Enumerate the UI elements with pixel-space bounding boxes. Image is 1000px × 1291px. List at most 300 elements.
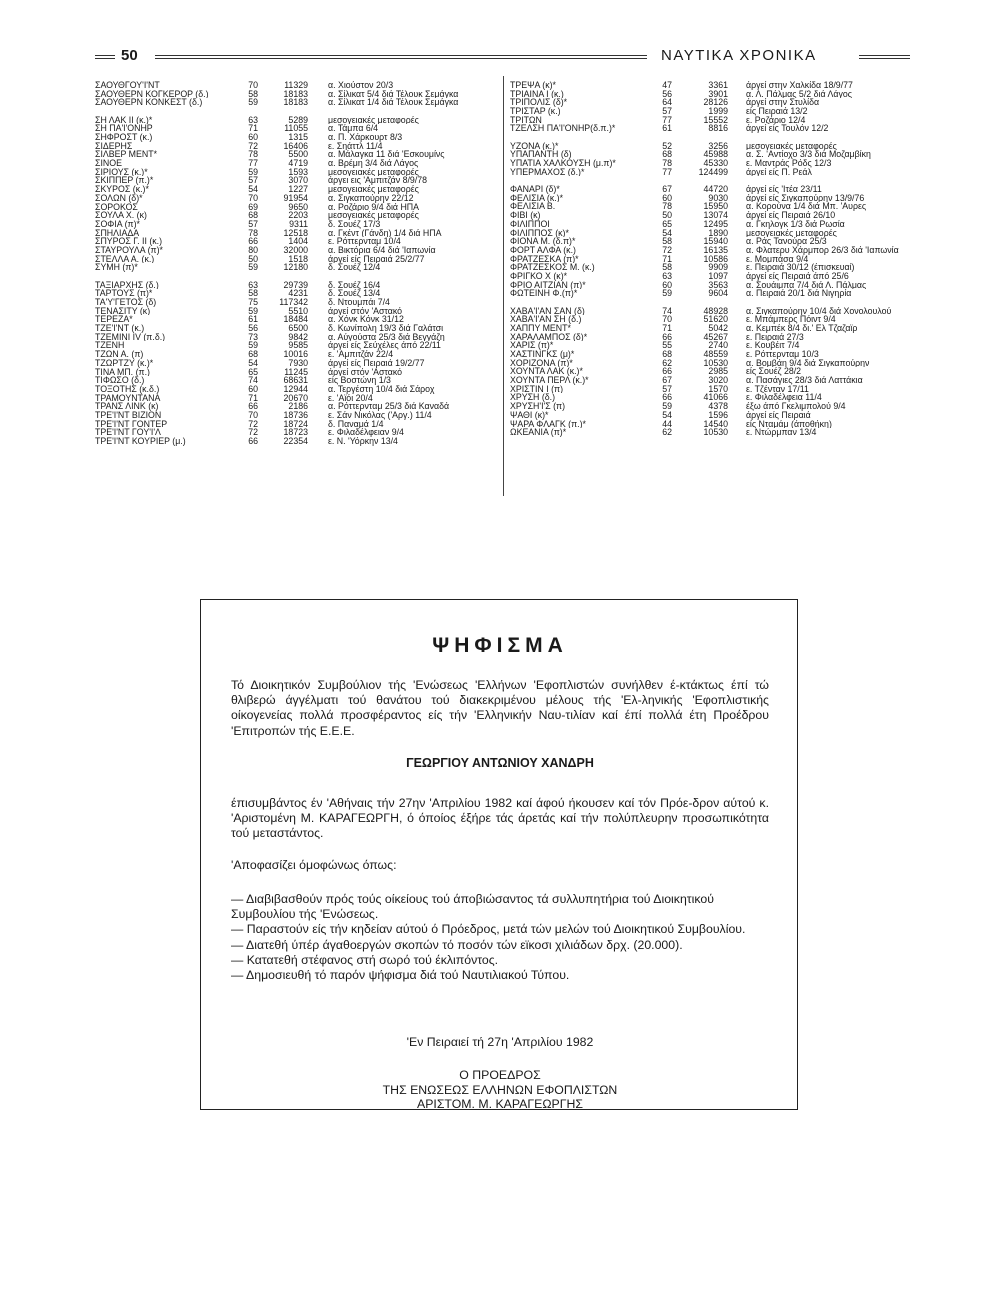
ship-name: ΤΖΩΝ Α. (π) — [95, 350, 144, 359]
ship-name: ΤΖΕ'Ι'ΝΤ (κ.) — [95, 324, 145, 333]
ship-row — [95, 289, 498, 298]
ship-status: ε. Μπάμπερς Πόιντ 9/4 — [746, 315, 836, 324]
ship-year: 66 — [662, 393, 672, 403]
ship-name: ΤΡΕ'Ι'ΝΤ ΒΙΖΙΟΝ — [95, 410, 162, 420]
ship-row — [95, 333, 498, 342]
ship-status: άργεί είς Σεύχέλες άπό 22/11 — [328, 341, 441, 351]
ship-row — [95, 341, 498, 350]
ship-tonnage: 18484 — [283, 315, 308, 325]
resolution-paragraph: έπισυμβάντος έν 'Αθήναις τήν 27ην 'Απριλίου 1982 καί άφού ήκουσεν καί τόν Πρόε-δρον αύτού κ. 'Αριστομένη Μ. ΚΑΡΑΓΕΩΡΓΗ, ό όποίος έξήρε τάς άρετάς καί τήν πολύπλευρην προσωπικότητα τού μεταστάντος. — [231, 796, 769, 841]
header-rule-middle — [155, 55, 647, 59]
ship-status: α. Σίλικατ 5/4 διά Τέλουκ Σεμάγκα — [328, 89, 459, 99]
ship-tonnage: 10530 — [703, 358, 728, 368]
ship-list-left — [95, 81, 498, 454]
header-rule-left — [95, 55, 115, 59]
ship-name: ΣΗΦΡΟΣΤ (κ.) — [95, 133, 153, 142]
ship-name: ΦΡΑΤΖΕΣΚΑ (π)* — [510, 254, 579, 264]
ship-year: 56 — [662, 89, 672, 99]
ship-name: ΤΑΡΤΟΥΣ (π)* — [95, 289, 153, 298]
ship-status: δ. Ντουμπάι 7/4 — [328, 298, 390, 307]
ship-year: 55 — [662, 341, 672, 351]
ship-status: α. Ράς Τανούρα 25/3 — [746, 237, 827, 246]
ship-tonnage: 44720 — [703, 185, 728, 194]
ship-year: 54 — [248, 185, 258, 194]
ship-tonnage: 48559 — [703, 350, 728, 359]
ship-row — [95, 255, 498, 264]
ship-row — [510, 411, 915, 420]
ship-year: 59 — [248, 263, 258, 273]
ship-status: ε. Ρόττερνταμ 10/3 — [746, 350, 819, 359]
ship-name: ΣΑΟΥΘΕΡΝ ΚΟΓΚΕΡΟΡ (δ.) — [95, 89, 209, 99]
ship-row — [510, 376, 915, 385]
ship-tonnage: 13074 — [703, 211, 728, 220]
ship-name: ΤΙΦΩΣΟ (δ.) — [95, 376, 145, 385]
ship-tonnage: 18724 — [283, 419, 308, 429]
ship-tonnage: 68631 — [283, 376, 308, 385]
ship-status: α. Γκηλογκ 1/3 διά Ρωσία — [746, 219, 845, 229]
ship-tonnage: 18183 — [283, 98, 308, 108]
ship-status: ε. Μαντράς Ρόδς 12/3 — [746, 159, 832, 168]
ship-year: 71 — [662, 254, 672, 264]
ship-name: ΣΟΡΟΚΟΣ — [95, 202, 138, 212]
ship-tonnage: 1570 — [708, 384, 728, 394]
ship-row — [95, 263, 498, 272]
ship-name: ΣΗ ΠΑ'Ι'ΟΝΗΡ — [95, 124, 153, 134]
ship-row — [95, 246, 498, 255]
ship-name: ΤΡΕΨΑ (κ)* — [510, 81, 556, 90]
ship-name: ΤΡΑΝΣ ΛΙΝΚ (κ) — [95, 402, 159, 411]
ship-status: α. Βομβάη 9/4 διά Σιγκαπούρην — [746, 358, 870, 368]
ship-tonnage: 45267 — [703, 332, 728, 342]
ship-tonnage: 3070 — [288, 176, 308, 186]
ship-year: 61 — [248, 315, 258, 325]
ship-row — [510, 385, 915, 394]
ship-row — [510, 350, 915, 359]
ship-year: 67 — [662, 185, 672, 194]
ship-row — [95, 359, 498, 368]
ship-tonnage: 124499 — [698, 167, 728, 177]
ship-status: ε. 'Αμπιτζάν 22/4 — [328, 350, 394, 359]
ship-name: ΤΡΕ'Ι'ΝΤ ΓΟΝΤΕΡ — [95, 419, 168, 429]
ship-group — [510, 307, 915, 437]
ship-tonnage: 41066 — [703, 393, 728, 403]
ship-name: ΦΡΙΟ ΑΙΤΖΙΑΝ (π)* — [510, 280, 586, 290]
ship-row — [510, 98, 915, 107]
ship-year: 57 — [248, 219, 258, 229]
ship-year: 71 — [662, 323, 672, 333]
ship-name: ΦΩΤΕΙΝΗ Φ.(π)* — [510, 289, 578, 298]
ship-name: ΧΡΙΣΤΙΝ Ι (π) — [510, 384, 564, 394]
ship-row — [510, 428, 915, 437]
ship-tonnage: 117342 — [279, 298, 308, 307]
ship-name: ΤΖΕΜΙΝΙ IV (π.δ.) — [95, 332, 166, 342]
ship-status: α. Ροζάριο 9/4 διά ΗΠΑ — [328, 202, 420, 212]
ship-year: 74 — [662, 306, 672, 316]
ship-status: άργεί είς Πειραιά 26/10 — [746, 211, 836, 220]
ship-tonnage: 16406 — [283, 141, 308, 151]
ship-tonnage: 28126 — [703, 98, 728, 108]
ship-name: ΥΠΑΤΙΑ ΧΑΛΚΟΥΣΗ (μ.π)* — [510, 159, 616, 168]
ship-status: άργεί είς Πειραιά 25/2/77 — [328, 254, 425, 264]
ship-year: 72 — [662, 245, 672, 255]
ship-group — [95, 81, 498, 107]
ship-name: ΣΗ ΛΑΚ ΙΙ (κ.)* — [95, 115, 153, 125]
ship-tonnage: 12518 — [283, 228, 308, 238]
ship-row — [510, 211, 915, 220]
ship-tonnage: 1890 — [708, 228, 728, 238]
ship-row — [510, 402, 915, 411]
ship-status: είς Σουέζ 28/2 — [746, 367, 802, 377]
ship-name: ΦΙΟΝΑ Μ. (δ.π)* — [510, 237, 576, 246]
signature-block — [231, 1068, 769, 1112]
ship-row — [95, 437, 498, 446]
ship-row — [95, 220, 498, 229]
ship-year: 59 — [248, 306, 258, 316]
ship-group — [95, 281, 498, 446]
ship-name: ΤΑΞΙΑΡΧΗΣ (δ.) — [95, 280, 159, 290]
ship-name: ΧΑΡΑΛΑΜΠΟΣ (δ)* — [510, 332, 588, 342]
ship-row — [95, 168, 498, 177]
ship-year: 74 — [248, 376, 258, 385]
page-header — [95, 44, 910, 68]
ship-tonnage: 5289 — [288, 115, 308, 125]
ship-row — [510, 289, 915, 298]
ship-tonnage: 10530 — [703, 428, 728, 437]
ship-status: έξω άπό Γκελιμπολού 9/4 — [746, 402, 846, 411]
ship-row — [95, 315, 498, 324]
ship-tonnage: 45330 — [703, 159, 728, 168]
ship-status: α. Γκέντ (Γάνδη) 1/4 διά ΗΠΑ — [328, 228, 442, 238]
ship-status: ε. Κουβέιτ 7/4 — [746, 341, 800, 351]
ship-tonnage: 20670 — [283, 393, 308, 403]
ship-name: ΣΥΜΗ (π)* — [95, 263, 138, 273]
ship-year: 77 — [662, 115, 672, 125]
ship-tonnage: 1404 — [288, 237, 308, 246]
ship-year: 80 — [248, 245, 258, 255]
ship-tonnage: 11245 — [284, 367, 308, 377]
ship-tonnage: 5500 — [288, 150, 308, 160]
ship-year: 60 — [662, 280, 672, 290]
ship-status: άργεί είς Πειραιά 19/2/77 — [328, 358, 425, 368]
ship-status: α. Βικτόρια 6/4 διά 'Ιαπωνία — [328, 245, 436, 255]
ship-status: μεσογειακές μεταφορές — [328, 167, 419, 177]
resolution-title: ΨΗΦΙΣΜΑ — [432, 634, 568, 657]
ship-row — [95, 368, 498, 377]
resolution-box — [200, 599, 798, 1110]
ship-status: άργεί είς Πειραιά άπό 25/6 — [746, 271, 849, 281]
ship-year: 78 — [248, 150, 258, 160]
journal-title: ΝΑΥΤΙΚΑ ΧΡΟΝΙΚΑ — [661, 47, 817, 64]
ship-row — [510, 194, 915, 203]
ship-row — [95, 376, 498, 385]
ship-row — [510, 263, 915, 272]
ship-tonnage: 3901 — [708, 89, 728, 99]
ship-row — [510, 90, 915, 99]
ship-status: α. Σουάιμπα 7/4 διά Λ. Πάλμας — [746, 280, 867, 290]
ship-row — [95, 142, 498, 151]
ship-name: ΧΡΥΣΗ (δ.) — [510, 393, 556, 403]
ship-tonnage: 12944 — [283, 384, 308, 394]
ship-year: 62 — [662, 358, 672, 368]
ship-tonnage: 11055 — [284, 124, 308, 134]
ship-tonnage: 15950 — [703, 202, 728, 212]
ship-status: ε. Φιλαδέλφεια 11/4 — [746, 393, 822, 403]
ship-row — [510, 168, 915, 177]
ship-row — [510, 272, 915, 281]
ship-row — [510, 420, 915, 429]
ship-row — [95, 159, 498, 168]
ship-status: ε. Πειραιά 30/12 (έπισκευαί) — [746, 263, 855, 272]
ship-row — [95, 98, 498, 107]
ship-year: 69 — [248, 202, 258, 212]
ship-year: 62 — [662, 428, 672, 437]
ship-tonnage: 1097 — [708, 271, 728, 281]
ship-tonnage: 15552 — [703, 115, 728, 125]
ship-name: ΤΙΝΑ ΜΠ. (π.) — [95, 367, 150, 377]
ship-row — [95, 116, 498, 125]
ship-tonnage: 2985 — [708, 367, 728, 377]
ship-status: α. Ρόττερνταμ 25/3 διά Καναδά — [328, 402, 450, 411]
ship-row — [95, 420, 498, 429]
ship-status: μεσογειακές μεταφορές — [328, 115, 419, 125]
ship-name: ΣΑΟΥΘΕΡΝ ΚΟΝΚΕΣΤ (δ.) — [95, 98, 203, 108]
ship-year: 65 — [662, 219, 672, 229]
ship-status: α. Π. Χάρκουρτ 8/3 — [328, 133, 403, 142]
ship-row — [95, 394, 498, 403]
ship-tonnage: 7930 — [288, 358, 308, 368]
ship-tonnage: 1227 — [288, 185, 308, 194]
ship-status: μεσογειακές μεταφορές — [746, 141, 837, 151]
ship-year: 77 — [662, 167, 672, 177]
ship-row — [510, 220, 915, 229]
ship-name: ΦΑΝΑΡΙ (δ)* — [510, 185, 560, 194]
ship-status: α. Κεμπέκ 8/4 δι.' Ελ Τζαζαϊρ — [746, 323, 858, 333]
ship-row — [510, 124, 915, 133]
ship-status: ε. Ροζάριο 12/4 — [746, 115, 806, 125]
ship-name: ΤΡΕ'Ι'ΝΤ ΚΟΥΡΙΕΡ (μ.) — [95, 437, 186, 446]
ship-year: 66 — [248, 437, 258, 446]
ship-row — [510, 367, 915, 376]
ship-list-right — [510, 81, 915, 446]
ship-status: α. Χιούστον 20/3 — [328, 81, 394, 90]
ship-name: ΧΟΥΝΤΑ ΛΑΚ (κ.)* — [510, 367, 583, 377]
signature-line: Ο ΠΡΟΕΔΡΟΣ — [459, 1068, 541, 1082]
ship-status: είς Βοστώνη 1/3 — [328, 376, 391, 385]
ship-name: ΥΠΑΠΑΝΤΗ (δ) — [510, 150, 572, 160]
ship-year: 66 — [662, 332, 672, 342]
ship-name: ΤΕΝΑΣΙΤΥ (κ) — [95, 306, 151, 316]
ship-row — [510, 142, 915, 151]
resolution-intro: Τό Διοικητικόν Συμβούλιον τής 'Ενώσεως 'Ελλήνων 'Εφοπλιστών συνήλθεν έ-κτάκτως έπί τώ θλιβερώ άγγέλματι τού θανάτου τού διακεκριμένου μέλους τής 'Ελ-ληνικής 'Εφοπλιστικής οίκογενείας πολλά προσφέραντος είς τήν 'Ελληνικήν Ναυ-τιλίαν καί έπί πολλά έτη Προέδρου 'Επιτροπών τής Ε.Ε.Ε. — [231, 678, 769, 738]
column-divider — [503, 76, 504, 496]
ship-name: ΧΑΣΤΙΝΓΚΣ (μ)* — [510, 350, 575, 359]
ship-tonnage: 3020 — [708, 376, 728, 385]
ship-row — [95, 402, 498, 411]
ship-tonnage: 48928 — [703, 306, 728, 316]
ship-year: 61 — [662, 124, 672, 134]
ship-year: 77 — [248, 159, 258, 168]
ship-tonnage: 2203 — [288, 211, 308, 220]
ship-status: α. Βρέμη 3/4 διά Λάγος — [328, 159, 419, 168]
ship-status: ε. Πειραιά 27/3 — [746, 332, 804, 342]
ship-year: 68 — [248, 211, 258, 220]
ship-row — [95, 307, 498, 316]
ship-row — [95, 150, 498, 159]
ship-group — [95, 116, 498, 272]
ship-name: ΣΤΑΥΡΟΥΛΑ (π)* — [95, 245, 163, 255]
ship-tonnage: 32000 — [283, 245, 308, 255]
ship-year: 68 — [662, 150, 672, 160]
ship-year: 71 — [248, 124, 258, 134]
ship-tonnage: 10016 — [283, 350, 308, 359]
ship-tonnage: 9604 — [708, 289, 728, 298]
ship-name: ΣΠΗΛΙΑΔΑ — [95, 228, 140, 238]
ship-status: είς Πειραιά 13/2 — [746, 107, 808, 116]
ship-year: 75 — [248, 298, 258, 307]
ship-row — [510, 202, 915, 211]
deceased-name: ΓΕΩΡΓΙΟΥ ΑΝΤΩΝΙΟΥ ΧΑΝΔΡΗ — [406, 756, 594, 770]
ship-status: άργεί είς Τουλόν 12/2 — [746, 124, 829, 134]
ship-status: ε. Σάν Νικόλας ('Αργ.) 11/4 — [328, 410, 432, 420]
ship-group — [510, 185, 915, 298]
ship-name: ΣΙΛΒΕΡ ΜΕΝΤ* — [95, 150, 157, 160]
ship-year: 68 — [662, 350, 672, 359]
ship-name: ΤΡΙΠΟΛΙΣ (δ)* — [510, 98, 568, 108]
ship-status: α. Κορούνα 1/4 διά Μπ. 'Αυρες — [746, 202, 867, 212]
ship-row — [95, 211, 498, 220]
ship-name: ΤΡΙΤΩΝ — [510, 115, 542, 125]
ship-tonnage: 91954 — [283, 193, 308, 203]
ship-name: ΨΑΘΙ (κ)* — [510, 410, 549, 420]
ship-year: 66 — [662, 367, 672, 377]
ship-tonnage: 6500 — [288, 324, 308, 333]
ship-tonnage: 16135 — [703, 245, 728, 255]
ship-name: ΣΚΙΠΠΕΡ (π.)* — [95, 176, 154, 186]
signature-line: ΤΗΣ ΕΝΩΣΕΩΣ ΕΛΛΗΝΩΝ ΕΦΟΠΛΙΣΤΩΝ — [382, 1082, 618, 1097]
ship-row — [510, 81, 915, 90]
ship-name: ΤΖΕΛΣΗ ΠΑ'Ι'ΟΝΗΡ(δ.π.)* — [510, 124, 616, 134]
ship-year: 73 — [248, 332, 258, 342]
ship-row — [510, 281, 915, 290]
ship-name: ΤΡΕ'Ι'ΝΤ ΓΟΥ'Ι'Λ — [95, 428, 161, 437]
ship-year: 60 — [248, 384, 258, 394]
ship-status: ε. Μομπάσα 9/4 — [746, 254, 809, 264]
ship-row — [510, 246, 915, 255]
place-date: 'Εν Πειραιεί τή 27η 'Απριλίου 1982 — [406, 1035, 594, 1049]
ship-name: ΣΟΦΙΑ (π)* — [95, 219, 140, 229]
ship-year: 63 — [662, 271, 672, 281]
ship-name: ΣΚΥΡΟΣ (κ.)* — [95, 185, 149, 194]
ship-status: άργεί στόν 'Αστακό — [328, 306, 403, 316]
resolution-item: — Διατεθή ύπέρ άγαθοεργών σκοπών τό ποσόν τών εϊκοσι χιλιάδων δρχ. (20.000). — [231, 937, 683, 952]
ship-tonnage: 9030 — [708, 193, 728, 203]
ship-name: ΣΑΟΥΘΓΟΥ'Ι'ΝΤ — [95, 81, 160, 90]
ship-year: 58 — [662, 237, 672, 246]
page-number: 50 — [121, 47, 138, 64]
ship-year: 57 — [248, 176, 258, 186]
ship-year: 59 — [248, 98, 258, 108]
ship-year: 60 — [662, 193, 672, 203]
ship-year: 63 — [248, 115, 258, 125]
ship-tonnage: 4378 — [708, 402, 728, 411]
ship-year: 50 — [248, 254, 258, 264]
ship-row — [510, 359, 915, 368]
ship-name: ΦΙΛΙΠΠΟΙ — [510, 219, 550, 229]
ship-row — [510, 333, 915, 342]
ship-tonnage: 18183 — [283, 89, 308, 99]
ship-name: ΣΟΥΛΑ Χ. (κ) — [95, 211, 147, 220]
ship-status: ε. Σηάττλ 11/4 — [328, 141, 383, 151]
ship-year: 54 — [248, 358, 258, 368]
ship-name: ΤΑ'Υ'ΓΕΤΟΣ (δ) — [95, 298, 157, 307]
ship-year: 64 — [662, 98, 672, 108]
header-rule-right — [859, 55, 910, 59]
ship-tonnage: 22354 — [283, 437, 308, 446]
ship-tonnage: 5510 — [288, 306, 308, 316]
ship-row — [510, 315, 915, 324]
ship-status: άργεί στόν 'Αστακό — [328, 367, 403, 377]
ship-tonnage: 2186 — [288, 402, 308, 411]
ship-year: 57 — [662, 384, 672, 394]
ship-year: 59 — [248, 341, 258, 351]
ship-status: μεσογειακές μεταφορές — [328, 185, 419, 194]
ship-status: άργεί είς Πειραιά — [746, 410, 811, 420]
ship-year: 60 — [248, 133, 258, 142]
ship-name: ΦΙΒΙ (κ) — [510, 211, 541, 220]
ship-year: 58 — [662, 263, 672, 272]
ship-name: ΦΟΡΤ ΑΛΦΑ (κ.) — [510, 245, 576, 255]
ship-status: δ. Σουέζ 12/4 — [328, 263, 381, 273]
ship-row — [510, 116, 915, 125]
ship-year: 59 — [248, 167, 258, 177]
ship-group — [510, 81, 915, 133]
ship-status: α. Σίλικατ 1/4 διά Τέλουκ Σεμάγκα — [328, 98, 459, 108]
ship-status: δ. Σουέζ 16/4 — [328, 280, 381, 290]
ship-tonnage: 4231 — [288, 289, 308, 298]
ship-row — [510, 185, 915, 194]
ship-row — [95, 350, 498, 359]
ship-name: ΧΑΡΙΣ (π)* — [510, 341, 554, 351]
ship-name: ΧΟΥΝΤΑ ΠΕΡΛ (κ.)* — [510, 376, 589, 385]
ship-tonnage: 8816 — [708, 124, 728, 134]
ship-row — [95, 411, 498, 420]
ship-status: άργεί είς 'Ιτέα 23/11 — [746, 185, 822, 194]
ship-year: 59 — [662, 402, 672, 411]
ship-row — [510, 107, 915, 116]
ship-name: ΣΤΕΛΛΑ Α. (κ.) — [95, 254, 155, 264]
ship-year: 57 — [662, 107, 672, 116]
ship-name: ΤΖΩΡΤΖΥ (κ.)* — [95, 358, 154, 368]
ship-status: α. Τεργέστη 10/4 διά Σάροχ — [328, 384, 435, 394]
ship-name: ΤΕΡΕΖΑ* — [95, 315, 133, 325]
ship-tonnage: 18723 — [283, 428, 308, 437]
ship-status: α. Χόνκ Κόνκ 31/12 — [328, 315, 404, 325]
ship-status: ε. Τζένταν 17/11 — [746, 384, 809, 394]
ship-name: ΦΕΛΙΣΙΑ (κ.)* — [510, 193, 564, 203]
ship-status: α. Σ. 'Αντίοχο 3/3 διά Μοζαμβίκη — [746, 150, 871, 160]
ship-row — [510, 159, 915, 168]
ship-year: 70 — [248, 81, 258, 90]
ship-status: δ. Σουέζ 13/4 — [328, 289, 381, 298]
ship-tonnage: 18736 — [283, 410, 308, 420]
ship-row — [510, 393, 915, 402]
ship-tonnage: 3361 — [708, 81, 728, 90]
ship-name: ΤΡΙΣΤΑΡ (κ.) — [510, 107, 561, 116]
ship-row — [95, 185, 498, 194]
ship-year: 72 — [248, 428, 258, 437]
ship-name: ΦΕΛΙΣΙΑ Β. — [510, 202, 556, 212]
ship-tonnage: 9585 — [288, 341, 308, 351]
